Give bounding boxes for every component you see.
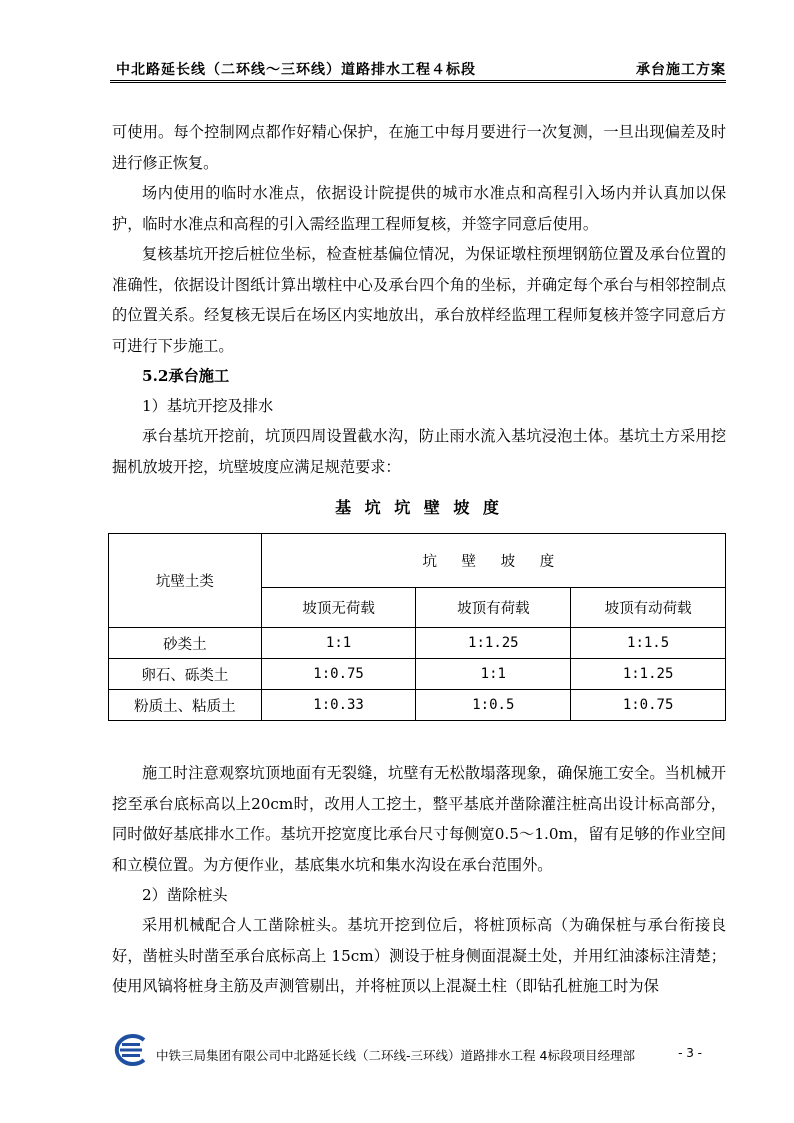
soil-type-cell: 卵石、砾类土 (109, 659, 262, 690)
slope-cell: 1:1.5 (571, 628, 726, 659)
table-row (109, 690, 726, 721)
paragraph-control-points: 可使用。每个控制网点都作好精心保护，在施工中每月要进行一次复测，一旦出现偏差及时进行修正恢复。 (112, 123, 726, 172)
slope-cell: 1:1.25 (571, 659, 726, 690)
paragraph-safety: 施工时注意观察坑顶地面有无裂缝，坑壁有无松散塌落现象，确保施工安全。当机械开挖至承台底标高以上20cm时，改用人工挖土，整平基底并凿除灌注桩高出设计标高部分，同时做好基底排水工作。基坑开挖宽度比承台尺寸每侧宽0.5～1.0m，留有足够的作业空间和立模位置。为方便作业，基底集水坑和集水沟设在承台范围外。 (112, 764, 726, 874)
subsection-heading-pile-heads: 2）凿除桩头 (142, 886, 228, 904)
slope-cell: 1:1.25 (416, 628, 571, 659)
soil-type-cell: 粉质土、粘质土 (109, 690, 262, 721)
slope-cell: 1:0.33 (261, 690, 416, 721)
paragraph-excavation: 承台基坑开挖前，坑顶四周设置截水沟，防止雨水流入基坑浸泡土体。基坑土方采用挖掘机放坡开挖，坑壁坡度应满足规范要求： (112, 427, 726, 476)
subsection-heading-excavation: 1）基坑开挖及排水 (142, 397, 274, 415)
slope-cell: 1:0.75 (571, 690, 726, 721)
column-header: 坡顶有荷载 (416, 588, 571, 628)
group-header-slope: 坑 壁 坡 度 (261, 534, 725, 588)
page-number: - 3 - (678, 1046, 702, 1060)
slope-cell: 1:0.5 (416, 690, 571, 721)
company-logo-icon (110, 1034, 150, 1066)
column-header: 坡顶无荷载 (261, 588, 416, 628)
paragraph-pile-coordinates: 复核基坑开挖后桩位坐标，检查桩基偏位情况，为保证墩柱预埋钢筋位置及承台位置的准确性，依据设计图纸计算出墩柱中心及承台四个角的坐标，并确定每个承台与相邻控制点的位置关系。经复核无误后在场区内实地放出，承台放样经监理工程师复核并签字同意后方可进行下步施工。 (112, 245, 726, 355)
body-bottom (112, 758, 726, 1002)
header-project-title: 中北路延长线（二环线～三环线）道路排水工程４标段 (116, 62, 476, 78)
column-header: 坡顶有动荷载 (571, 588, 726, 628)
header-section-title: 承台施工方案 (636, 62, 726, 78)
slope-cell: 1:1 (261, 628, 416, 659)
table-row (109, 628, 726, 659)
paragraph-pile-heads: 采用机械配合人工凿除桩头。基坑开挖到位后，将桩顶标高（为确保桩与承台衔接良好，凿桩头时凿至承台底标高上 15cm）测设于桩身侧面混凝土处，并用红油漆标注清楚；使用风镐将桩身主筋及声测管剔出，并将桩顶以上混凝土柱（即钻孔桩施工时为保 (112, 916, 726, 995)
paragraph-benchmarks: 场内使用的临时水准点，依据设计院提供的城市水准点和高程引入场内并认真加以保护，临时水准点和高程的引入需经监理工程师复核，并签字同意后使用。 (112, 184, 726, 233)
soil-type-cell: 砂类土 (109, 628, 262, 659)
page-header (110, 50, 726, 83)
table-row (109, 659, 726, 690)
body-top (112, 117, 726, 528)
section-heading: 5.2承台施工 (142, 367, 230, 385)
slope-table (108, 533, 726, 721)
page-footer (110, 1034, 726, 1072)
table-title: 基 坑 坑 壁 坡 度 (335, 498, 503, 517)
slope-cell: 1:1 (416, 659, 571, 690)
row-header-soil-type: 坑壁土类 (109, 534, 262, 628)
slope-cell: 1:0.75 (261, 659, 416, 690)
footer-company: 中铁三局集团有限公司中北路延长线（二环线-三环线）道路排水工程 4标段项目经理部 (156, 1048, 635, 1063)
